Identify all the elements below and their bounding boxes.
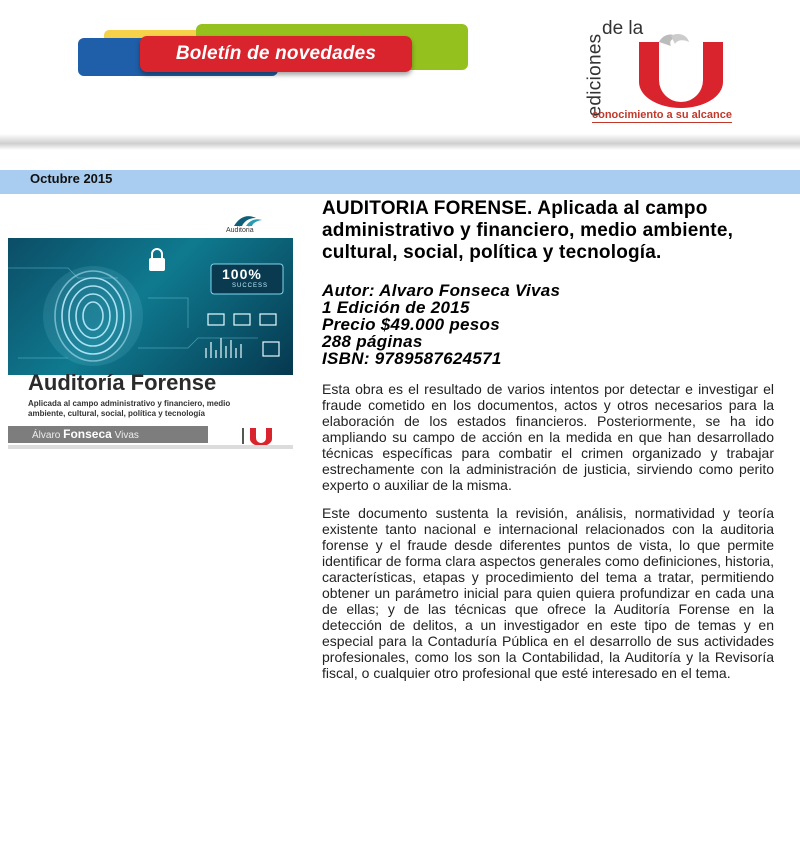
cover-title: Auditoría Forense [28,370,217,395]
book-edition: 1 Edición de 2015 [322,298,470,317]
issue-date: Octubre 2015 [30,171,113,186]
cover-brand-label: Auditoria [226,227,254,234]
logo-prefix-top: de la [602,18,644,39]
cover-brand-icon [230,214,266,228]
lock-icon [149,249,165,271]
newsletter-banner-label: Boletín de novedades [175,43,377,64]
book-isbn: ISBN: 9789587624571 [322,349,502,368]
date-band [0,170,800,194]
book-pages: 288 páginas [322,332,423,351]
cover-author-first: Álvaro [32,430,61,441]
cover-author-middle: Fonseca [63,427,112,441]
badge-label: SUCCESS [232,283,269,289]
header-divider [0,134,800,150]
cover-author-last: Vivas [114,430,139,441]
cover-artwork-graphic [8,238,293,375]
cover-artwork [8,238,293,375]
cover-small-icons [206,314,279,358]
publisher-logo[interactable] [586,6,756,132]
badge-value: 100% [222,266,262,282]
book-cover-image[interactable] [8,212,293,460]
book-price: Precio $49.000 pesos [322,315,501,334]
logo-tagline: conocimiento a su alcance [592,109,732,121]
cover-subtitle: Aplicada al campo administrativo y financiero, medio ambiente, cultural, social, política y tecnología [28,399,231,418]
cover-publisher-logo-icon [240,426,274,446]
book-author: Autor: Alvaro Fonseca Vivas [322,281,561,300]
cover-author [32,427,139,441]
book-title: AUDITORIA FORENSE. Aplicada al campo administrativo y financiero, medio ambiente, cultural, social, política y tecnología. [322,198,734,263]
logo-prefix-vertical: ediciones [584,33,606,117]
logo-u-icon [631,34,731,108]
newsletter-banner [140,36,412,72]
book-details [322,198,774,681]
description-paragraph-1: Esta obra es el resultado de varios intentos por detectar e investigar el fraude cometido en los documentos, actos y otros necesarios para la elaboración de los estados financieros. Posteriormente, se ha ido ampliando su campo de acción en la medida en que han desarrollado técnicas específicas para combatir el crimen organizado y trabajar estrechamente con la administración de justicia, sirviendo como perito experto o auxiliar de la misma. [322,381,774,493]
description-paragraph-2: Este documento sustenta la revisión, análisis, normatividad y teoría existente tanto nacional e internacional relacionados con la auditoria forense y el fraude desde diferentes puntos de vista, lo que permite identificar de forma clara aspectos generales como definiciones, historia, características, etapas y procedimiento del tema a tratar, permitiendo obtener un parámetro inicial para quien quiera profundizar en cada una de ellas; y de las técnicas que ofrece la Auditoría Forense en la detección de delitos, a un investigador en este tipo de temas y en especial para la Contaduría Pública en el desarrollo de sus actividades profesionales, como los son la Contabilidad, la Auditoría y la Revisoría fiscal, o cualquier otro profesional que esté interesado en el tema. [322,505,774,681]
cover-bottom-strip [8,445,293,449]
newsletter-header [0,0,800,150]
book-metadata [322,282,774,367]
